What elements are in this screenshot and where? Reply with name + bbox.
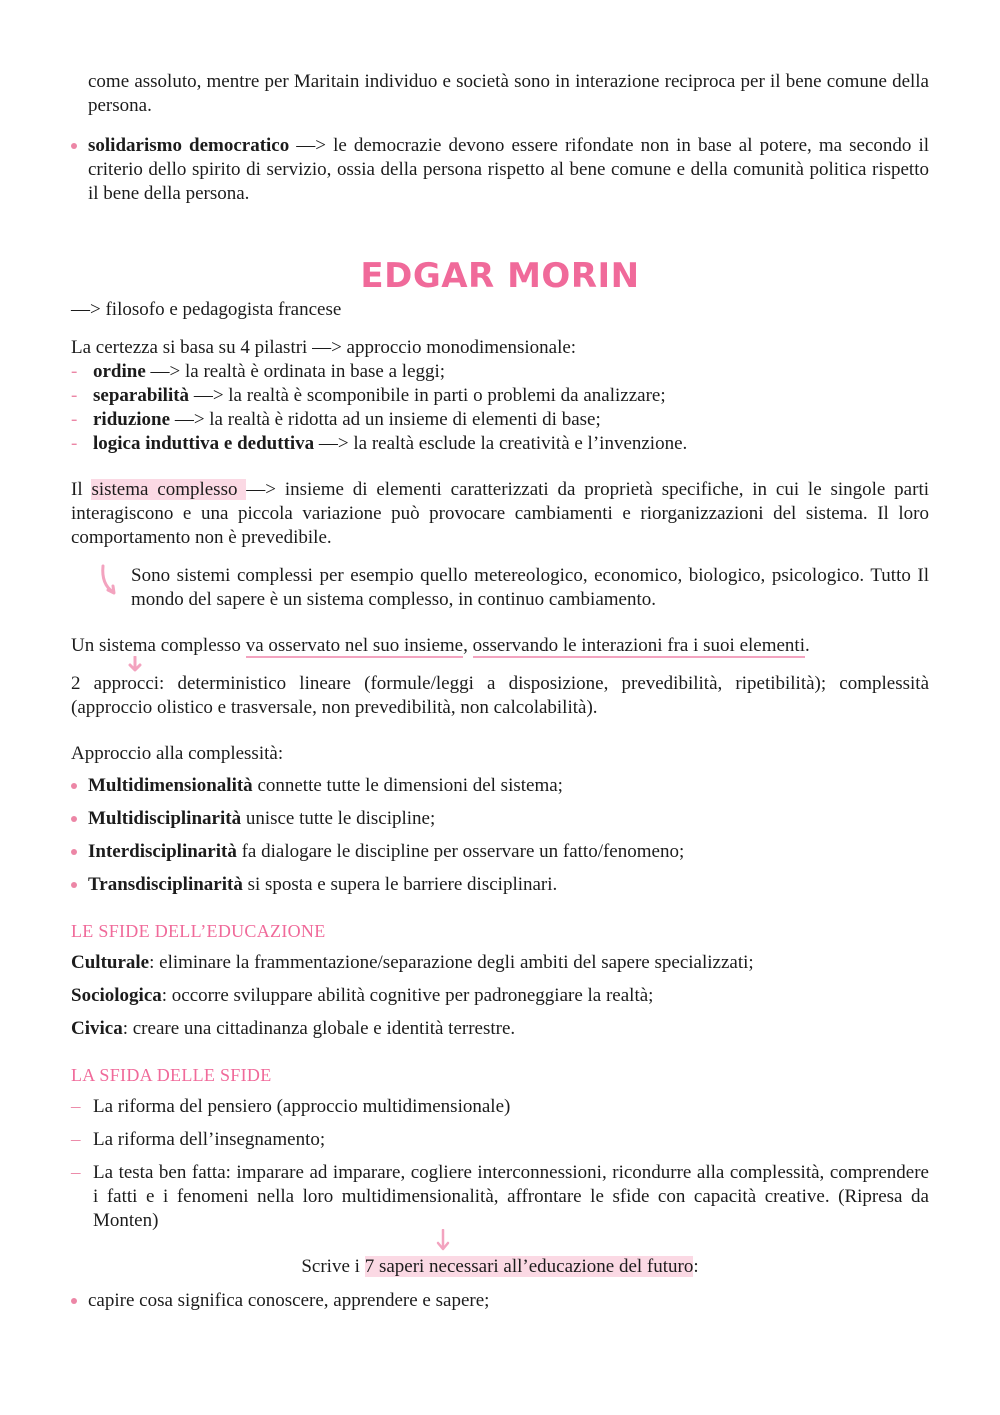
solidarismo-bullet <box>71 134 929 206</box>
sfide-list <box>71 951 929 1041</box>
arrow-spacer <box>71 1233 929 1251</box>
bullet-dot <box>71 816 77 822</box>
certezza-list <box>71 360 929 456</box>
section-heading-sfida-sfide: LA SFIDA DELLE SFIDE <box>71 1065 272 1085</box>
certezza-lead: La certezza si basa su 4 pilastri —> approccio monodimensionale: <box>71 337 577 358</box>
sfida-item <box>71 1017 929 1041</box>
item-text: si sposta e supera le barriere disciplinari. <box>242 874 558 895</box>
item-term: ordine <box>93 361 146 382</box>
solidarismo-term: solidarismo democratico <box>88 135 290 156</box>
sfida-item <box>71 984 929 1008</box>
osservato-end: . <box>804 635 810 656</box>
solidarismo-text: —> le democrazie devono essere rifondate non in base al potere, ma secondo il criterio dello spirito di servizio, ossia della persona rispetto al bene comune e della comunità politica rispetto il bene della persona. <box>88 135 930 204</box>
list-item <box>71 807 929 831</box>
list-item <box>71 840 929 864</box>
list-item <box>71 774 929 798</box>
list-item <box>71 384 929 408</box>
item-text: —> la realtà è ordinata in base a leggi; <box>145 361 446 382</box>
sistema-pre: Il <box>71 479 92 500</box>
saperi-line <box>71 1255 929 1279</box>
section-heading-sfide: LE SFIDE DELL’EDUCAZIONE <box>71 921 326 941</box>
document-page <box>71 70 929 1313</box>
sistema-text: —> insieme di elementi caratterizzati da proprietà specifiche, in cui le singole parti interagiscono e una piccola variazione può provocare cambiamenti e riorganizzazioni del sistema. Il loro comportamento non è prevedibile. <box>71 479 929 548</box>
list-item <box>71 1161 929 1233</box>
down-arrow-icon <box>127 656 143 672</box>
saperi-pre: Scrive i <box>301 1256 365 1277</box>
item-text: fa dialogare le discipline per osservare un fatto/fenomeno; <box>236 841 685 862</box>
item-text: La riforma dell’insegnamento; <box>93 1129 326 1150</box>
item-text: La riforma del pensiero (approccio multidimensionale) <box>93 1096 511 1117</box>
item-text: : creare una cittadinanza globale e identità terrestre. <box>122 1018 516 1039</box>
bullet-dot <box>71 143 77 149</box>
bullet-dot <box>71 783 77 789</box>
approcci-paragraph: 2 approcci: deterministico lineare (formule/leggi a disposizione, prevedibilità, ripetibilità); complessità (approccio olistico e trasversale, non prevedibilità, non calcolabilità). <box>71 673 929 718</box>
saperi-first-item <box>71 1289 929 1313</box>
sistema-paragraph <box>71 478 929 550</box>
page-title: EDGAR MORIN <box>360 256 640 296</box>
sfida-item <box>71 951 929 975</box>
dash-marker: – <box>71 1129 81 1150</box>
list-item <box>71 1128 929 1152</box>
list-item <box>71 873 929 897</box>
item-term: Interdisciplinarità <box>88 841 237 862</box>
complessita-list <box>71 774 929 897</box>
dash-marker: – <box>71 1096 81 1117</box>
list-item <box>71 408 929 432</box>
item-text: connette tutte le dimensioni del sistema; <box>252 775 563 796</box>
highlighted-term: 7 saperi necessari all’educazione del futuro <box>364 1256 694 1277</box>
list-item <box>71 1095 929 1119</box>
item-term: Transdisciplinarità <box>88 874 243 895</box>
dash-marker: - <box>71 409 78 430</box>
continuation-paragraph: come assoluto, mentre per Maritain individuo e società sono in interazione reciproca per il bene comune della persona. <box>88 71 929 116</box>
item-text: —> la realtà esclude la creatività e l’invenzione. <box>314 433 688 454</box>
osservato-pre: Un sistema complesso <box>71 635 246 656</box>
item-text: —> la realtà è scomponibile in parti o problemi da analizzare; <box>189 385 666 406</box>
examples-block <box>71 564 929 612</box>
dash-marker: - <box>71 385 78 406</box>
bullet-dot <box>71 1298 77 1304</box>
complessita-lead: Approccio alla complessità: <box>71 743 284 764</box>
item-term: Civica <box>71 1018 123 1039</box>
down-arrow-icon <box>435 1229 451 1251</box>
list-item <box>71 360 929 384</box>
item-term: Multidimensionalità <box>88 775 253 796</box>
item-term: separabilità <box>93 385 190 406</box>
osservato-block <box>71 634 929 658</box>
dash-marker: - <box>71 433 78 454</box>
item-text: —> la realtà è ridotta ad un insieme di elementi di base; <box>170 409 601 430</box>
item-text: unisce tutte le discipline; <box>241 808 436 829</box>
item-text: capire cosa significa conoscere, apprendere e sapere; <box>88 1290 490 1311</box>
sfida-sfide-list <box>71 1095 929 1233</box>
osservato-paragraph <box>71 634 929 658</box>
intro-line: —> filosofo e pedagogista francese <box>71 299 342 320</box>
underlined-phrase: va osservato nel suo insieme <box>245 635 464 656</box>
item-term: Culturale <box>71 952 150 973</box>
item-text: La testa ben fatta: imparare ad imparare, cogliere interconnessioni, ricondurre alla complessità, comprendere i fatti e i fenomeni nella loro multidimensionalità, affrontare le sfide con capacità creative. (Ripresa da Monten) <box>93 1162 929 1231</box>
item-term: Multidisciplinarità <box>88 808 242 829</box>
bullet-dot <box>71 882 77 888</box>
osservato-mid: , <box>463 635 473 656</box>
dash-marker: - <box>71 361 78 382</box>
underlined-phrase: osservando le interazioni fra i suoi elementi <box>472 635 805 656</box>
item-term: logica induttiva e deduttiva <box>93 433 315 454</box>
item-text: : occorre sviluppare abilità cognitive per padroneggiare la realtà; <box>161 985 654 1006</box>
hook-arrow-icon <box>99 564 125 598</box>
highlighted-term: sistema complesso <box>91 479 247 500</box>
bullet-dot <box>71 849 77 855</box>
saperi-end: : <box>693 1256 699 1277</box>
item-text: : eliminare la frammentazione/separazione degli ambiti del sapere specializzati; <box>149 952 754 973</box>
item-term: Sociologica <box>71 985 162 1006</box>
examples-text: Sono sistemi complessi per esempio quello metereologico, economico, biologico, psicologico. Tutto Il mondo del sapere è un sistema complesso, in continuo cambiamento. <box>131 565 929 610</box>
dash-marker: – <box>71 1162 81 1183</box>
list-item <box>71 432 929 456</box>
item-term: riduzione <box>93 409 171 430</box>
